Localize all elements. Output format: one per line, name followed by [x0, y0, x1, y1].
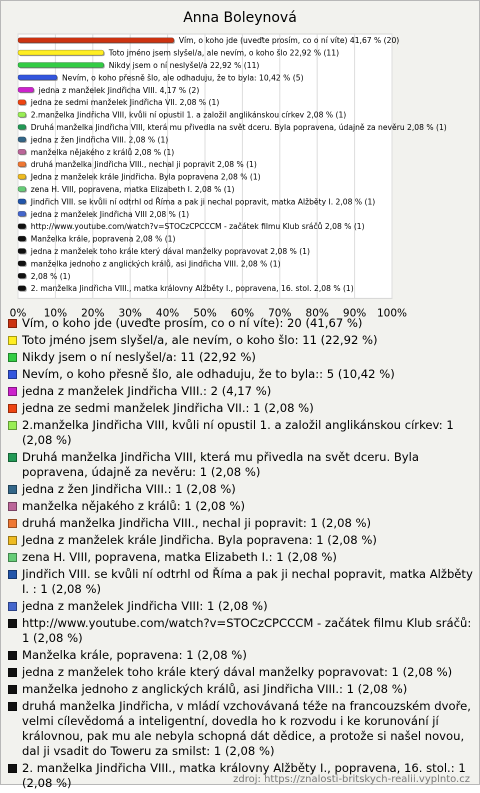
- legend-label: Nevím, o koho přesně šlo, ale odhaduju, že to byla:: 5 (10,42 %): [22, 367, 395, 381]
- bar-label: Jedna z manželek krále Jindřicha. Byla popravena 2,08 % (1): [30, 172, 261, 182]
- legend-label: Jedna z manželek krále Jindřicha. Byla popravena: 1 (2,08 %): [22, 533, 377, 547]
- legend-item: [8, 599, 476, 614]
- bar: [18, 112, 26, 117]
- legend-label: Toto jméno jsem slyšel/a, ale nevím, o koho šlo: 11 (22,92 %): [22, 333, 378, 347]
- bar: [18, 50, 104, 55]
- bar: [18, 199, 26, 204]
- legend-label: druhá manželka Jindřicha, v mládí vzchovávaná téže na francouzském dvoře, velmi cílevědomá a inteligentní, dovedla ho k rozvodu i ke korunování jí královnou, pak mu ale nebyla schopná dát dědice, a protože si našel novou, dal ji vsadit do Toweru za smilst: 1 (2,08 %): [22, 699, 471, 758]
- bar: [18, 137, 26, 142]
- bar: [18, 100, 26, 105]
- bar: [18, 249, 26, 254]
- legend-item: [8, 333, 476, 348]
- bar: [18, 236, 26, 241]
- bar-plot: [9, 34, 478, 320]
- bar: [18, 224, 26, 229]
- tick-label: 80%: [305, 307, 329, 320]
- legend-swatch: [8, 602, 17, 611]
- legend-label: manželka jednoho z anglických králů, asi Jindřicha VIII.: 1 (2,08 %): [22, 682, 408, 696]
- legend-item: [8, 616, 476, 646]
- legend-label: jedna ze sedmi manželek Jindřicha VII.: 1 (2,08 %): [22, 401, 314, 415]
- legend-swatch: [8, 519, 17, 528]
- tick-label: 50%: [193, 307, 217, 320]
- legend-swatch: [8, 702, 17, 711]
- legend-label: jedna z manželek Jindřicha VIII: 1 (2,08 %): [22, 599, 268, 613]
- legend-item: [8, 316, 476, 331]
- bar: [18, 75, 57, 80]
- bar-label: jedna z manželek Jindřicha VIII. 4,17 % (2): [38, 85, 200, 95]
- bar: [18, 211, 26, 216]
- tick-label: 60%: [230, 307, 255, 320]
- bar-label: Toto jméno jsem slyšel/a, ale nevím, o koho šlo 22,92 % (11): [108, 48, 340, 58]
- legend-item: [8, 450, 476, 480]
- legend-item: [8, 516, 476, 531]
- bar-label: Druhá manželka Jindřicha VIII, která mu přivedla na svět dceru. Byla popravena, údajně za nevěru 2,08 % (1): [30, 123, 447, 132]
- bar: [18, 87, 34, 92]
- bar: [18, 273, 26, 278]
- bar: [18, 174, 26, 179]
- legend-item: [8, 682, 476, 697]
- bar-label: jedna ze sedmi manželek Jindřicha VII. 2,08 % (1): [30, 98, 220, 108]
- tick-label: 100%: [376, 307, 408, 320]
- legend-item: [8, 665, 476, 680]
- legend-swatch: [8, 764, 17, 773]
- bar-label: Nevím, o koho přesně šlo, ale odhaduju, že to byla: 10,42 % (5): [61, 73, 304, 83]
- bar-label: 2,08 % (1): [30, 271, 71, 281]
- legend-label: Vím, o koho jde (uveďte prosím, co o ní víte): 20 (41,67 %): [22, 316, 363, 330]
- legend-label: Druhá manželka Jindřicha VIII, která mu přivedla na svět dceru. Byla popravena, údajně za nevěru: 1 (2,08 %): [22, 450, 419, 479]
- bar: [18, 149, 26, 154]
- bar: [18, 286, 26, 291]
- legend-item: [8, 648, 476, 663]
- bar-label: druhá manželka Jindřicha VIII., nechal ji popravit 2,08 % (1): [30, 160, 257, 170]
- tick-label: 0%: [9, 307, 27, 320]
- legend-item: [8, 401, 476, 416]
- legend-label: manželka nějakého z králů: 1 (2,08 %): [22, 499, 245, 513]
- legend-item: [8, 699, 476, 759]
- legend-swatch: [8, 453, 17, 462]
- legend-swatch: [8, 404, 17, 413]
- bar-label: jedna z žen Jindřicha VIII. 2,08 % (1): [30, 135, 169, 145]
- legend-label: zena H. VIII, popravena, matka Elizabeth I.: 1 (2,08 %): [22, 550, 337, 564]
- tick-label: 70%: [268, 307, 292, 320]
- legend-swatch: [8, 619, 17, 628]
- bar: [18, 125, 26, 130]
- bar-label: manželka jednoho z anglických králů, asi Jindřicha VIII. 2,08 % (1): [30, 259, 281, 269]
- legend-swatch: [8, 502, 17, 511]
- legend-item: [8, 499, 476, 514]
- legend-item: [8, 367, 476, 382]
- legend-item: [8, 550, 476, 565]
- legend-swatch: [8, 536, 17, 545]
- chart-title: Anna Boleynová: [183, 10, 297, 26]
- bar-label: zena H. VIII, popravena, matka Elizabeth I. 2,08 % (1): [30, 185, 235, 194]
- legend: [8, 316, 476, 793]
- bar-label: 2.manželka Jindřicha VIII, kvůli ní opustil 1. a založil anglikánskou církev 2,08 % (1): [30, 110, 347, 120]
- legend-label: http://www.youtube.com/watch?v=STOCzCPCCCM - začátek filmu Klub sráčů: 1 (2,08 %): [22, 616, 472, 645]
- legend-label: 2.manželka Jindřicha VIII, kvůli ní opustil 1. a založil anglikánskou církev: 1 (2,08 %): [22, 418, 454, 447]
- legend-swatch: [8, 553, 17, 562]
- legend-swatch: [8, 570, 17, 579]
- legend-item: [8, 533, 476, 548]
- bar-label: jedna z manželek Jindřicha VIII 2,08 % (1): [30, 209, 190, 219]
- legend-label: Nikdy jsem o ní neslyšel/a: 11 (22,92 %): [22, 350, 256, 364]
- bar-label: 2. manželka Jindřicha VIII., matka královny Alžběty I., popravena, 16. stol. 2,08 % (1): [30, 284, 354, 294]
- bar: [18, 162, 26, 167]
- bar: [18, 187, 26, 192]
- bar: [18, 38, 174, 43]
- legend-label: jedna z žen Jindřicha VIII.: 1 (2,08 %): [22, 482, 236, 496]
- tick-label: 10%: [43, 307, 68, 320]
- bar-label: Nikdy jsem o ní neslyšel/a 22,92 % (11): [108, 61, 260, 70]
- legend-label: jedna z manželek Jindřicha VIII.: 2 (4,17 %): [22, 384, 272, 398]
- legend-swatch: [8, 651, 17, 660]
- bar-label: Jindřich VIII. se kvůli ní odtrhl od Říma a pak ji nechal popravit, matka Alžběty I. 2,08 % (1): [30, 197, 376, 207]
- legend-item: [8, 418, 476, 448]
- bar: [18, 63, 104, 68]
- legend-label: Jindřich VIII. se kvůli ní odtrhl od Říma a pak ji nechal popravit, matka Alžběty I. : 1 (2,08 %): [22, 567, 473, 596]
- legend-swatch: [8, 485, 17, 494]
- legend-swatch: [8, 319, 17, 328]
- legend-swatch: [8, 685, 17, 694]
- tick-label: 90%: [342, 307, 367, 320]
- tick-label: 40%: [155, 307, 180, 320]
- legend-swatch: [8, 668, 17, 677]
- legend-item: [8, 350, 476, 365]
- bar-label: jedna z manželek toho krále který dával manželky popravovat 2,08 % (1): [30, 247, 310, 256]
- tick-label: 20%: [81, 307, 105, 320]
- legend-swatch: [8, 336, 17, 345]
- legend-swatch: [8, 353, 17, 362]
- legend-label: Manželka krále, popravena: 1 (2,08 %): [22, 648, 247, 662]
- tick-label: 30%: [118, 307, 142, 320]
- bar-label: Manželka krále, popravena 2,08 % (1): [30, 234, 176, 244]
- bar: [18, 261, 26, 266]
- legend-item: [8, 384, 476, 399]
- legend-label: jedna z manželek toho krále který dával manželky popravovat: 1 (2,08 %): [22, 665, 453, 679]
- source-note: zdroj: https://znalosti-britskych-realii.vyplnto.cz: [233, 774, 470, 785]
- bar-label: manželka nějakého z králů 2,08 % (1): [30, 147, 175, 157]
- legend-swatch: [8, 387, 17, 396]
- legend-label: 2. manželka Jindřicha VIII., matka královny Alžběty I., popravena, 16. stol.: 1 (2,08 %): [22, 761, 466, 790]
- legend-label: druhá manželka Jindřicha VIII., nechal ji popravit: 1 (2,08 %): [22, 516, 372, 530]
- bar-label: http://www.youtube.com/watch?v=STOCzCPCCCM - začátek filmu Klub sráčů 2,08 % (1): [30, 222, 365, 232]
- legend-swatch: [8, 370, 17, 379]
- legend-item: [8, 567, 476, 597]
- legend-item: [8, 482, 476, 497]
- legend-swatch: [8, 421, 17, 430]
- bar-label: Vím, o koho jde (uveďte prosím, co o ní víte) 41,67 % (20): [178, 36, 400, 46]
